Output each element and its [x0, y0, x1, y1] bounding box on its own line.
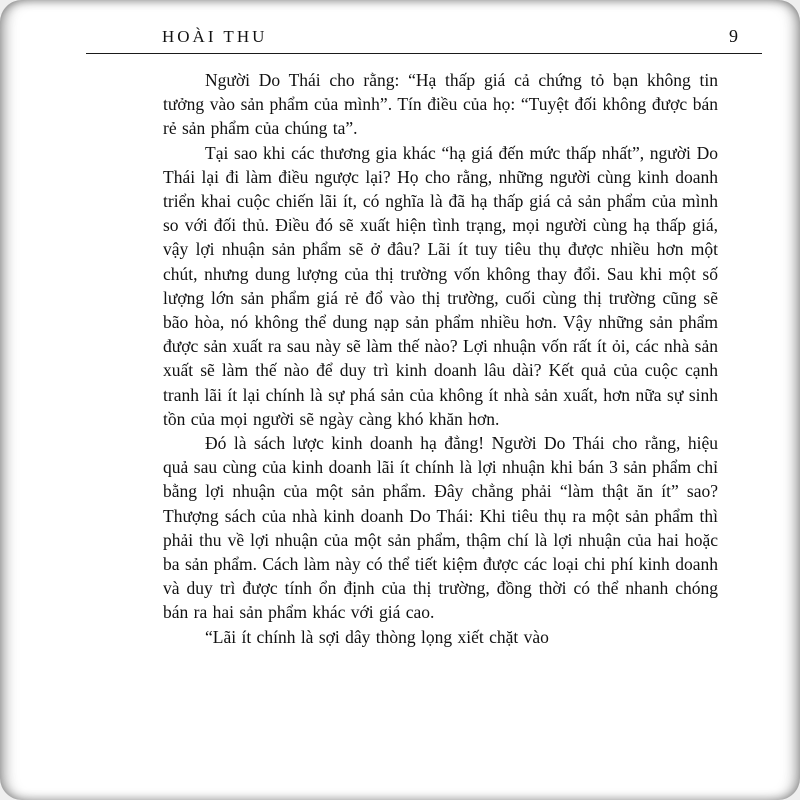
page-header — [86, 26, 762, 54]
paragraph-2: Tại sao khi các thương gia khác “hạ giá đến mức thấp nhất”, người Do Thái lại đi làm điều ngược lại? Họ cho rằng, những người cùng kinh doanh triển khai cuộc chiến lãi ít, có nghĩa là đã hạ thấp giá cả sản phẩm của mình so với đối thủ. Điều đó sẽ xuất hiện tình trạng, mọi người cùng hạ thấp giá, vậy lợi nhuận sản phẩm sẽ ở đâu? Lãi ít tuy tiêu thụ được nhiều hơn một chút, nhưng dung lượng của thị trường vốn không thay đổi. Sau khi một số lượng lớn sản phẩm giá rẻ đổ vào thị trường, cuối cùng thị trường cũng sẽ bão hòa, nó không thể dung nạp sản phẩm nhiều hơn. Vậy những sản phẩm được sản xuất ra sau này sẽ làm thế nào? Lợi nhuận vốn rất ít ỏi, các nhà sản xuất sẽ làm thế nào để duy trì kinh doanh lâu dài? Kết quả của cuộc cạnh tranh lãi ít lại chính là sự phá sản của không ít nhà sản xuất, hơn nữa sự sinh tồn của mọi người sẽ ngày càng khó khăn hơn. — [163, 142, 718, 429]
page-body — [163, 68, 718, 649]
page-number: 9 — [729, 26, 738, 46]
paragraph-4: “Lãi ít chính là sợi dây thòng lọng xiết chặt vào — [205, 626, 549, 647]
paragraph-3: Đó là sách lược kinh doanh hạ đẳng! Người Do Thái cho rằng, hiệu quả sau cùng của kinh doanh lãi ít chính là lợi nhuận khi bán 3 sản phẩm chỉ bằng lợi nhuận của một sản phẩm. Đây chẳng phải “làm thật ăn ít” sao? Thượng sách của nhà kinh doanh Do Thái: Khi tiêu thụ ra một sản phẩm thì phải thu về lợi nhuận của một sản phẩm, thậm chí là lợi nhuận của hai hoặc ba sản phẩm. Cách làm này có thể tiết kiệm được các loại chi phí kinh doanh và duy trì được tính ổn định của thị trường, đồng thời có thể nhanh chóng bán ra hai sản phẩm khác với giá cao. — [163, 433, 718, 623]
paragraph-1: Người Do Thái cho rằng: “Hạ thấp giá cả chứng tỏ bạn không tin tưởng vào sản phẩm của mình”. Tín điều của họ: “Tuyệt đối không được bán rẻ sản phẩm của chúng ta”. — [163, 70, 718, 139]
header-rule — [86, 53, 762, 54]
running-title: HOÀI THU — [162, 27, 268, 46]
